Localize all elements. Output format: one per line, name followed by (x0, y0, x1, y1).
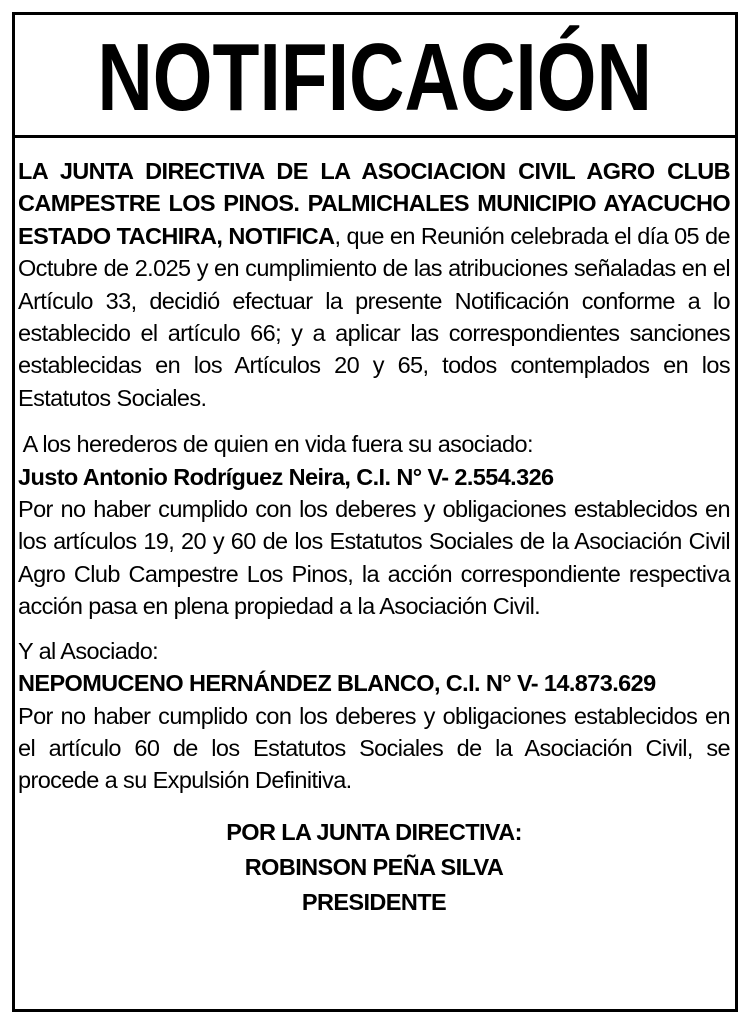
signature-line-name: ROBINSON PEÑA SILVA (244, 853, 504, 880)
heirs-lead: A los herederos de quien en vida fuera su asociado: (18, 431, 533, 458)
member-lead: Y al Asociado: (18, 637, 159, 664)
heirs-section (18, 428, 730, 622)
notice-frame (12, 12, 738, 1012)
intro-bold-lead: LA JUNTA DIRECTIVA DE LA ASOCIACION CIVIL AGRO CLUB CAMPESTRE LOS PINOS. PALMICHALES MUNICIPIO AYACUCHO ESTADO TACHIRA, NOTIFICA (18, 158, 730, 249)
signature-block (18, 815, 730, 920)
heirs-body: Por no haber cumplido con los deberes y obligaciones establecidos en los artículos 19, 20 y 60 de los Estatutos Sociales de la Asociación Civil Agro Club Campestre Los Pinos, la acción correspondiente respectiva acción pasa en plena propiedad a la Asociación Civil. (18, 496, 730, 620)
member-section (18, 635, 730, 797)
signature-line-role: PRESIDENTE (301, 888, 447, 915)
member-body: Por no haber cumplido con los deberes y obligaciones establecidos en el artículo 60 de los Estatutos Sociales de la Asociación Civil, se procede a su Expulsión Definitiva. (18, 702, 730, 794)
signature-line-board: POR LA JUNTA DIRECTIVA: (226, 818, 522, 845)
title-band (15, 15, 735, 138)
intro-body: , que en Reunión celebrada el día 05 de Octubre de 2.025 y en cumplimiento de las atribuciones señaladas en el Artículo 33, decidió efectuar la presente Notificación conforme a lo establecido el artículo 66; y a aplicar las correspondientes sanciones establecidas en los Artículos 20 y 65, todos contemplados en los Estatutos Sociales. (18, 222, 730, 411)
heirs-name-line: Justo Antonio Rodríguez Neira, C.I. N° V- 2.554.326 (18, 463, 554, 490)
intro-paragraph (18, 155, 730, 414)
member-name-line: NEPOMUCENO HERNÁNDEZ BLANCO, C.I. N° V- 14.873.629 (18, 670, 656, 697)
page-title: NOTIFICACIÓN (97, 24, 653, 131)
notice-body (18, 155, 730, 920)
